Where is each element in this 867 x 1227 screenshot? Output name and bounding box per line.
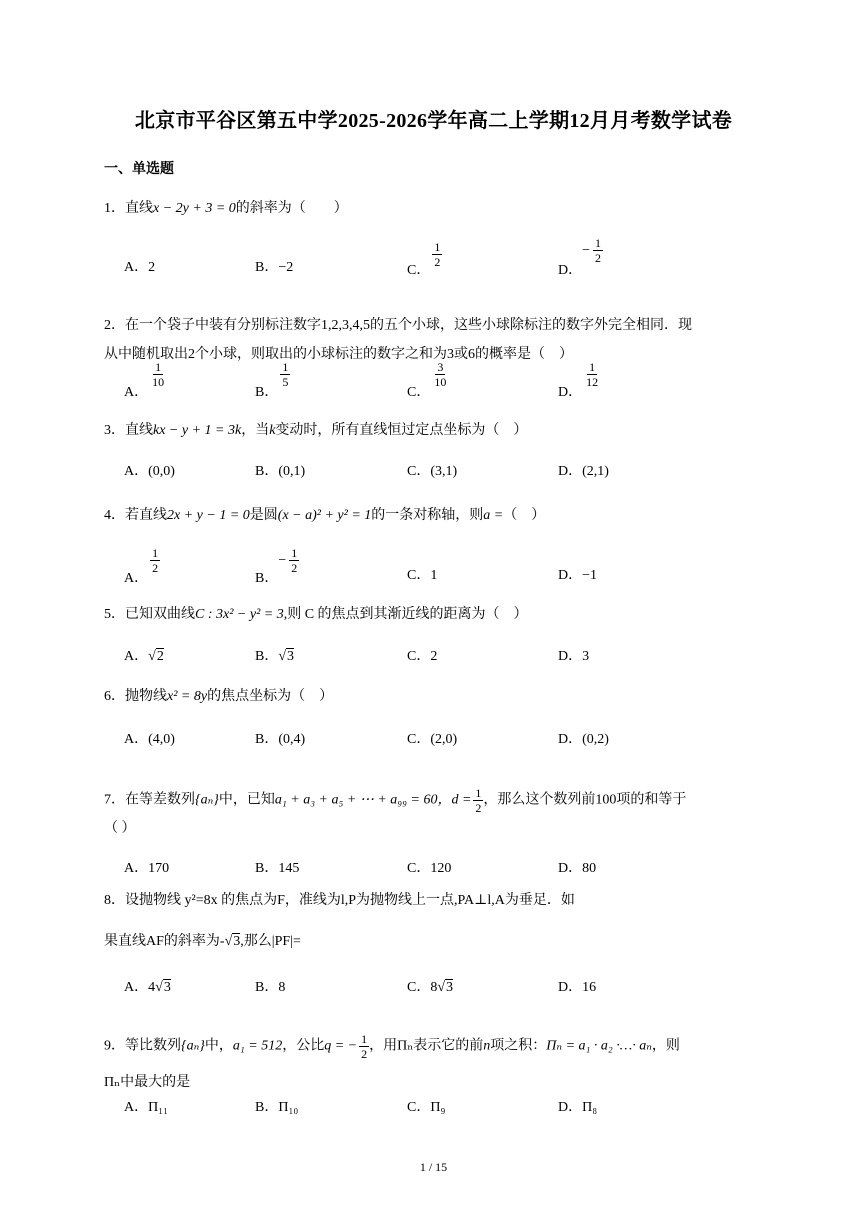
numerator: 1	[155, 360, 162, 374]
q5-hyperbola-equation: C : 3x² − y² = 3	[195, 607, 284, 622]
q9-option-b[interactable]: B．Π₁₀	[255, 1100, 299, 1115]
numerator: 1	[282, 360, 289, 374]
radicand: 3	[163, 980, 171, 995]
sqrt-symbol: √3	[155, 980, 171, 995]
denominator: 2	[434, 255, 441, 269]
q5-option-c[interactable]: C．2	[407, 649, 438, 664]
sqrt-symbol: √2	[148, 649, 164, 664]
q1-stem-end: 的斜率为（ ）	[235, 201, 348, 216]
q7-option-c[interactable]: C．120	[407, 861, 452, 876]
q1-option-c-fraction	[432, 240, 442, 269]
q2-option-a-fraction	[150, 360, 166, 389]
q6-option-b[interactable]: B．(0,4)	[255, 732, 306, 747]
q8-option-c-label: C．	[407, 980, 431, 995]
q6-parabola-equation: x² = 8y	[167, 689, 208, 704]
q9-stem-mid1: 中，	[204, 1038, 233, 1054]
q8-line2-text: 果直线AF的斜率为	[104, 934, 220, 949]
q9-sequence: {aₙ}	[181, 1038, 205, 1054]
numerator: 1	[475, 786, 482, 800]
numerator: 1	[152, 546, 159, 560]
q9-option-a[interactable]: A．Π₁₁	[124, 1100, 168, 1115]
numerator: 1	[434, 240, 441, 254]
q9-stem-mid5: 项之积：	[490, 1038, 547, 1054]
q4-option-b[interactable]	[255, 546, 299, 586]
q7-sequence: {aₙ}	[195, 792, 219, 808]
q4-line-equation: 2x + y − 1 = 0	[167, 508, 250, 523]
q9-product-definition: Πₙ = a₁ · a₂ ·…· aₙ	[546, 1038, 652, 1054]
q9-option-d[interactable]: D．Π₈	[558, 1100, 598, 1115]
q3-option-d[interactable]: D．(2,1)	[558, 464, 609, 479]
q3-stem-mid: ，当	[241, 423, 270, 438]
q1-equation: x − 2y + 3 = 0	[153, 201, 236, 216]
denominator: 5	[282, 375, 289, 389]
question-3	[104, 420, 527, 442]
q9-stem-end: ，则	[651, 1038, 680, 1054]
coefficient: 4	[148, 980, 156, 995]
q2-option-d-label: D．	[558, 384, 583, 400]
q2-option-d[interactable]	[558, 360, 600, 400]
q8-stem-line2	[104, 931, 301, 953]
sqrt-symbol: √3	[278, 649, 295, 664]
denominator: 2	[475, 801, 482, 815]
q9-pi-symbol: Πₙ	[397, 1038, 414, 1054]
q7-option-a[interactable]: A．170	[124, 861, 170, 876]
q8-option-a[interactable]	[124, 976, 171, 996]
denominator: 12	[586, 375, 599, 389]
q2-option-b-fraction	[280, 360, 290, 389]
q2-option-c-fraction	[432, 360, 448, 389]
question-8: 8．设抛物线 y²=8x 的焦点为F，准线为l,P为抛物线上一点,PA⊥l,A为垂足．如	[104, 893, 575, 908]
denominator: 2	[152, 561, 159, 575]
q4-stem-end: （ ）	[503, 508, 546, 523]
q4-option-d[interactable]: D．−1	[558, 568, 598, 583]
q8-option-d[interactable]: D．16	[558, 980, 597, 995]
numerator: 1	[361, 1032, 368, 1046]
q7-stem: 7．在等差数列	[104, 792, 195, 808]
q3-equation: kx − y + 1 = 3k	[153, 423, 242, 438]
q6-stem-end: 的焦点坐标为（ ）	[207, 689, 334, 704]
q9-ratio-fraction	[359, 1032, 369, 1061]
minus-sign: −	[582, 242, 591, 258]
coefficient: 8	[430, 980, 438, 995]
q6-option-a[interactable]: A．(4,0)	[124, 732, 175, 747]
q3-stem-end: 变动时，所有直线恒过定点坐标为（ ）	[275, 423, 528, 438]
q7-stem-mid: 中，已知	[218, 792, 275, 808]
q3-option-c[interactable]: C．(3,1)	[407, 464, 458, 479]
numerator: 1	[291, 546, 298, 560]
q8-option-b[interactable]: B．8	[255, 980, 286, 995]
q9-stem-mid2: ，公比	[282, 1038, 325, 1054]
q5-stem-end: ,则 C 的焦点到其渐近线的距离为（ ）	[283, 607, 528, 622]
denominator: 10	[152, 375, 165, 389]
q4-option-b-label: B．	[255, 570, 279, 586]
q5-option-d[interactable]: D．3	[558, 649, 590, 664]
q2-option-a[interactable]	[124, 360, 166, 400]
radicand: 3	[287, 649, 295, 664]
q9-stem-line2: Πₙ中最大的是	[104, 1075, 191, 1090]
question-6	[104, 686, 333, 708]
q5-stem: 5．已知双曲线	[104, 607, 195, 622]
q4-stem: 4．若直线	[104, 508, 167, 523]
q1-option-d[interactable]	[558, 236, 603, 278]
q1-option-d-fraction	[593, 236, 603, 265]
q4-option-b-fraction	[289, 546, 299, 575]
q8-option-a-label: A．	[124, 980, 149, 995]
q5-option-a[interactable]	[124, 645, 164, 665]
numerator: 1	[589, 360, 596, 374]
q1-option-b[interactable]: B．−2	[255, 260, 294, 275]
q1-option-a[interactable]: A．2	[124, 260, 156, 275]
q9-stem-mid4: 表示它的前	[413, 1038, 484, 1054]
question-2	[104, 315, 692, 337]
q4-option-a-fraction	[150, 546, 160, 575]
q4-option-a-label: A．	[124, 570, 149, 586]
q5-option-b[interactable]	[255, 645, 294, 665]
radicand: 3	[446, 980, 454, 995]
q9-variable-n: n	[483, 1038, 491, 1054]
q2-stem-line1: 2．在一个袋子中装有分别标注数字1,2,3,4,5的五个小球，这些小球除标注的数字外完全相同．现	[104, 318, 692, 333]
q1-option-c[interactable]	[407, 240, 442, 278]
q9-stem: 9．等比数列	[104, 1038, 181, 1054]
q3-option-b[interactable]: B．(0,1)	[255, 464, 306, 479]
q3-stem: 3．直线	[104, 423, 153, 438]
page-number: 1 / 15	[419, 1160, 448, 1174]
q2-option-b[interactable]	[255, 360, 290, 400]
q7-option-b[interactable]: B．145	[255, 861, 300, 876]
q7-option-d[interactable]: D．80	[558, 861, 597, 876]
question-5	[104, 604, 528, 626]
question-9	[104, 1032, 680, 1061]
q7-stem-end: ，那么这个数列前100项的和等于	[483, 792, 687, 808]
q4-option-a[interactable]	[124, 546, 160, 586]
minus-sign: -	[219, 934, 225, 949]
q9-stem-mid3: ，用	[369, 1038, 398, 1054]
q7-d-fraction	[473, 786, 483, 815]
denominator: 2	[361, 1047, 368, 1061]
q1-option-c-label: C．	[407, 262, 431, 278]
q7-condition: a₁ + a₃ + a₅ + ⋯ + a₉₉ = 60，d =	[274, 792, 472, 808]
q1-option-d-label: D．	[558, 262, 583, 278]
question-7	[104, 786, 686, 815]
minus-sign: −	[278, 552, 287, 568]
sqrt-symbol: √3	[224, 934, 241, 949]
q2-option-b-label: B．	[255, 384, 279, 400]
denominator: 2	[595, 251, 602, 265]
q2-stem-line2-text: 从中随机取出2个小球，则取出的小球标注的数字之和为3或6的概率是（ ）	[104, 347, 573, 362]
q8-option-c[interactable]	[407, 976, 453, 996]
radicand: 2	[156, 649, 164, 664]
q4-option-c[interactable]: C．1	[407, 568, 438, 583]
q6-stem: 6．抛物线	[104, 689, 167, 704]
q9-option-c[interactable]: C．Π₉	[407, 1100, 446, 1115]
q6-option-c[interactable]: C．(2,0)	[407, 732, 458, 747]
numerator: 3	[437, 360, 444, 374]
q2-line2-visible	[104, 344, 573, 366]
radicand: 3	[233, 934, 241, 949]
q4-variable-a: a =	[483, 508, 504, 523]
q1-stem: 1．直线	[104, 201, 153, 216]
q4-stem-post: 的一条对称轴，则	[371, 508, 484, 523]
denominator: 10	[434, 375, 447, 389]
q5-option-b-label: B．	[255, 649, 279, 664]
document-title: 北京市平谷区第五中学2025-2026学年高二上学期12月月考数学试卷	[134, 110, 733, 132]
numerator: 1	[595, 236, 602, 250]
question-1	[104, 198, 348, 220]
q2-option-c-label: C．	[407, 384, 431, 400]
q2-option-d-fraction	[584, 360, 600, 389]
q3-option-a[interactable]: A．(0,0)	[124, 464, 175, 479]
section-heading: 一、单选题	[104, 162, 174, 177]
sqrt-symbol: √3	[437, 980, 454, 995]
q7-stem-line2: （ ）	[104, 821, 136, 836]
q4-stem-mid: 是圆	[249, 508, 278, 523]
denominator: 2	[291, 561, 298, 575]
q8-line2-end: ,那么|PF|=	[240, 934, 301, 949]
q6-option-d[interactable]: D．(0,2)	[558, 732, 609, 747]
q9-first-term: a₁ = 512	[232, 1038, 283, 1054]
q2-option-c[interactable]	[407, 360, 448, 400]
q9-ratio: q = −	[324, 1038, 358, 1054]
question-4	[104, 505, 545, 527]
q2-option-a-label: A．	[124, 384, 149, 400]
q5-option-a-label: A．	[124, 649, 149, 664]
q4-circle-equation: (x − a)² + y² = 1	[277, 508, 372, 523]
q3-variable-k: k	[269, 423, 276, 438]
